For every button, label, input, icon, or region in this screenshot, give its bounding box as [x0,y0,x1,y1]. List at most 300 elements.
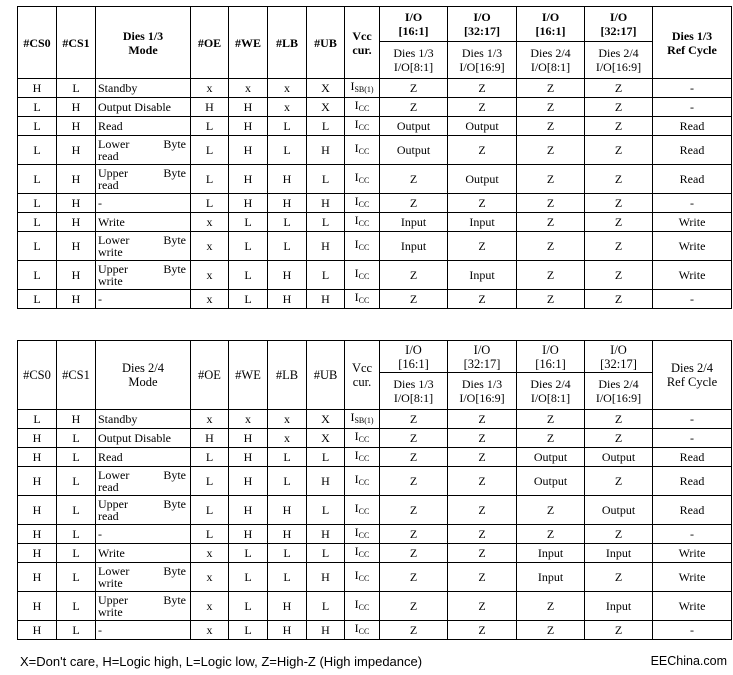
cell-oe: x [191,544,229,563]
cell-ub: L [307,117,345,136]
cell-io-1: Z [380,563,448,592]
cell-ub: L [307,213,345,232]
vcc-symbol: I [354,98,359,112]
cell-lb: L [268,232,307,261]
cell-io-1: Output [380,136,448,165]
vcc-symbol: I [354,501,359,515]
table-row [18,429,732,448]
cell-mode: - [96,525,191,544]
mode-line-2: write [98,605,123,619]
table-row [18,194,732,213]
cell-ub: H [307,290,345,309]
cell-we: H [229,194,268,213]
cell-ref-cycle: Read [653,136,732,165]
header-io2-text: I/O [32:17] [464,10,500,38]
cell-io-4: Z [585,621,653,640]
vcc-symbol: I [354,170,359,184]
cell-we: H [229,525,268,544]
cell-lb: H [268,165,307,194]
cell-oe: L [191,496,229,525]
mode-word-b: Byte [163,468,186,482]
cell-io-2: Z [448,410,517,429]
truth-table-dies-2-4 [17,340,732,640]
cell-ref-cycle: - [653,410,732,429]
cell-we: x [229,410,268,429]
vcc-subscript: CC [358,104,370,113]
cell-io-4: Z [585,261,653,290]
cell-oe: x [191,290,229,309]
cell-oe: L [191,117,229,136]
cell-io-1: Input [380,232,448,261]
vcc-subscript: CC [358,435,370,444]
cell-cs1: L [57,496,96,525]
truth-table-dies-1-3 [17,6,732,309]
cell-oe: x [191,232,229,261]
vcc-symbol: I [350,79,355,93]
header-ub: #UB [307,7,345,79]
table-row [18,592,732,621]
cell-io-2: Input [448,261,517,290]
cell-ref-cycle: Write [653,544,732,563]
header-io3-text: I/O [16:1] [535,10,566,38]
cell-io-4: Output [585,448,653,467]
cell-ref-cycle: - [653,621,732,640]
cell-mode [96,563,191,592]
cell-oe: x [191,213,229,232]
cell-io-3: Z [517,621,585,640]
header-io3 [517,7,585,42]
mode-word-a: Lower [98,468,130,482]
cell-ref-cycle: Write [653,213,732,232]
cell-mode [96,467,191,496]
vcc-symbol: I [354,472,359,486]
cell-cs1: H [57,117,96,136]
cell-io-3: Z [517,136,585,165]
header-ref-text: Dies 1/3 Ref Cycle [667,28,717,57]
cell-cs0: L [18,194,57,213]
cell-cs0: L [18,261,57,290]
vcc-subscript: CC [358,478,370,487]
cell-io-2: Z [448,496,517,525]
cell-we: L [229,261,268,290]
header-vcc [345,7,380,79]
cell-mode: Output Disable [96,429,191,448]
cell-we: H [229,467,268,496]
cell-cs0: H [18,592,57,621]
cell-cs0: L [18,290,57,309]
cell-lb: H [268,592,307,621]
mode-word-a: Upper [98,262,128,276]
cell-io-1: Z [380,544,448,563]
cell-oe: L [191,136,229,165]
vcc-subscript: CC [358,603,370,612]
cell-ub: H [307,525,345,544]
cell-io-1: Z [380,592,448,621]
cell-io-1: Output [380,117,448,136]
cell-io-4: Z [585,429,653,448]
cell-io-3: Output [517,448,585,467]
subheader-io2 [448,42,517,79]
vcc-subscript: CC [358,507,370,516]
mode-word-b: Byte [163,564,186,578]
cell-ub: H [307,232,345,261]
cell-we: H [229,429,268,448]
table2-body [18,410,732,640]
cell-lb: H [268,496,307,525]
cell-ub: L [307,496,345,525]
header-io2 [448,341,517,373]
cell-mode: Read [96,448,191,467]
cell-ub: H [307,621,345,640]
cell-io-3: Z [517,79,585,98]
subheader-io3 [517,42,585,79]
cell-vcc-current [345,98,380,117]
cell-cs0: H [18,544,57,563]
mode-word-a: Lower [98,137,130,151]
vcc-symbol: I [354,525,359,539]
vcc-subscript: CC [358,627,370,636]
cell-cs0: H [18,563,57,592]
cell-oe: x [191,261,229,290]
cell-ub: H [307,467,345,496]
cell-ref-cycle: Read [653,117,732,136]
cell-we: L [229,544,268,563]
mode-line-2: write [98,576,123,590]
mode-word-b: Byte [163,166,186,180]
cell-ref-cycle: - [653,290,732,309]
cell-io-1: Z [380,429,448,448]
cell-cs1: H [57,165,96,194]
cell-io-4: Z [585,410,653,429]
cell-mode [96,496,191,525]
cell-io-2: Z [448,621,517,640]
cell-io-3: Input [517,563,585,592]
cell-ref-cycle: - [653,429,732,448]
cell-io-2: Z [448,429,517,448]
vcc-symbol: I [354,237,359,251]
brand-watermark: EEChina.com [650,654,727,668]
cell-io-3: Input [517,544,585,563]
cell-we: H [229,496,268,525]
cell-ref-cycle: Read [653,448,732,467]
cell-io-1: Z [380,496,448,525]
cell-lb: H [268,525,307,544]
cell-io-2: Z [448,563,517,592]
cell-io-3: Z [517,98,585,117]
cell-we: L [229,213,268,232]
cell-we: x [229,79,268,98]
cell-cs0: L [18,165,57,194]
cell-mode: - [96,621,191,640]
cell-io-1: Z [380,194,448,213]
cell-io-2: Output [448,165,517,194]
header-io2-text: I/O [32:17] [463,342,501,371]
mode-word-b: Byte [163,497,186,511]
header-vcc-text: Vcc cur. [352,28,372,57]
cell-we: L [229,592,268,621]
header-lb: #LB [268,7,307,79]
cell-cs0: L [18,232,57,261]
vcc-subscript: CC [358,176,370,185]
vcc-subscript: CC [358,123,370,132]
cell-ub: X [307,79,345,98]
table-row [18,165,732,194]
header-vcc-text: Vcc cur. [351,361,373,389]
cell-oe: x [191,592,229,621]
cell-io-3: Z [517,496,585,525]
cell-ref-cycle: - [653,194,732,213]
cell-ref-cycle: Read [653,467,732,496]
vcc-symbol: I [354,117,359,131]
table-row [18,621,732,640]
subheader-io4-text: Dies 2/4 I/O[16:9] [595,46,642,74]
subheader-io1 [380,42,448,79]
cell-io-2: Z [448,79,517,98]
cell-cs1: L [57,429,96,448]
cell-cs1: H [57,136,96,165]
cell-io-4: Input [585,544,653,563]
subheader-io2-text: Dies 1/3 I/O[16:9] [459,377,505,405]
vcc-subscript: CC [358,243,370,252]
cell-lb: x [268,79,307,98]
cell-cs1: H [57,98,96,117]
table-row [18,496,732,525]
vcc-symbol: I [354,266,359,280]
vcc-symbol: I [354,597,359,611]
cell-ref-cycle: Read [653,165,732,194]
cell-lb: x [268,410,307,429]
header-cs1: #CS1 [57,341,96,410]
cell-io-1: Input [380,213,448,232]
cell-vcc-current [345,496,380,525]
cell-cs0: H [18,621,57,640]
header-io1-text: I/O [16:1] [398,342,429,371]
cell-vcc-current [345,136,380,165]
table-row [18,232,732,261]
cell-lb: x [268,98,307,117]
header-ref-cycle [653,7,732,79]
table1-body [18,79,732,309]
header-io1 [380,7,448,42]
cell-mode [96,261,191,290]
cell-oe: L [191,165,229,194]
cell-mode [96,165,191,194]
cell-io-3: Z [517,592,585,621]
mode-line-2: write [98,245,123,259]
vcc-symbol: I [354,429,359,443]
cell-io-4: Z [585,290,653,309]
cell-io-4: Z [585,213,653,232]
cell-cs0: H [18,429,57,448]
cell-oe: L [191,448,229,467]
mode-word-b: Byte [163,593,186,607]
vcc-subscript: SB(1) [354,85,374,94]
subheader-io2 [448,373,517,410]
table-row [18,117,732,136]
cell-cs0: H [18,448,57,467]
cell-cs0: H [18,79,57,98]
cell-io-4: Z [585,165,653,194]
cell-mode: Output Disable [96,98,191,117]
cell-cs0: L [18,98,57,117]
cell-io-2: Z [448,448,517,467]
cell-oe: H [191,429,229,448]
cell-mode [96,136,191,165]
cell-cs1: H [57,213,96,232]
header-cs1: #CS1 [57,7,96,79]
cell-io-1: Z [380,467,448,496]
table-row [18,448,732,467]
header-mode [96,7,191,79]
cell-io-2: Z [448,136,517,165]
cell-vcc-current [345,429,380,448]
cell-oe: L [191,467,229,496]
cell-cs1: L [57,79,96,98]
cell-lb: L [268,563,307,592]
cell-we: L [229,290,268,309]
subheader-io3-text: Dies 2/4 I/O[8:1] [530,377,571,405]
header-cs0: #CS0 [18,341,57,410]
cell-ub: L [307,544,345,563]
cell-vcc-current [345,448,380,467]
cell-vcc-current [345,213,380,232]
cell-vcc-current [345,467,380,496]
subheader-io3-text: Dies 2/4 I/O[8:1] [530,46,571,74]
cell-mode: - [96,194,191,213]
table-row [18,410,732,429]
vcc-symbol: I [354,290,359,304]
cell-vcc-current [345,290,380,309]
cell-lb: H [268,290,307,309]
cell-io-2: Z [448,525,517,544]
cell-ub: L [307,261,345,290]
cell-ub: L [307,448,345,467]
cell-io-3: Z [517,165,585,194]
cell-io-2: Z [448,290,517,309]
cell-io-4: Z [585,136,653,165]
vcc-subscript: CC [358,454,370,463]
cell-io-1: Z [380,621,448,640]
cell-io-1: Z [380,448,448,467]
vcc-symbol: I [354,544,359,558]
cell-mode: Read [96,117,191,136]
cell-ub: X [307,98,345,117]
header-we: #WE [229,341,268,410]
cell-ub: H [307,194,345,213]
cell-cs1: L [57,525,96,544]
cell-lb: L [268,136,307,165]
table-row [18,261,732,290]
subheader-io1-text: Dies 1/3 I/O[8:1] [393,46,434,74]
cell-cs0: H [18,467,57,496]
vcc-symbol: I [354,448,359,462]
cell-cs0: L [18,136,57,165]
cell-vcc-current [345,544,380,563]
table-row [18,98,732,117]
cell-io-1: Z [380,290,448,309]
cell-io-4: Z [585,98,653,117]
cell-we: L [229,621,268,640]
header-ub: #UB [307,341,345,410]
vcc-symbol: I [354,621,359,635]
cell-io-4: Z [585,563,653,592]
cell-io-1: Z [380,98,448,117]
mode-word-a: Upper [98,166,128,180]
cell-vcc-current [345,525,380,544]
header-io4-text: I/O [32:17] [600,342,637,371]
vcc-symbol: I [354,568,359,582]
subheader-io2-text: Dies 1/3 I/O[16:9] [459,46,505,74]
vcc-subscript: CC [358,574,370,583]
vcc-symbol: I [354,194,359,208]
cell-oe: x [191,410,229,429]
cell-lb: H [268,194,307,213]
vcc-subscript: CC [358,531,370,540]
header-io2 [448,7,517,42]
mode-line-2: read [98,509,119,523]
cell-cs0: L [18,213,57,232]
cell-ref-cycle: Write [653,261,732,290]
header-mode-text: Dies 1/3 Mode [122,28,164,57]
vcc-subscript: CC [358,200,370,209]
cell-oe: H [191,98,229,117]
cell-lb: L [268,544,307,563]
cell-we: L [229,563,268,592]
mode-line-2: read [98,178,119,192]
cell-io-2: Input [448,213,517,232]
cell-vcc-current [345,194,380,213]
cell-mode: Standby [96,410,191,429]
vcc-symbol: I [354,213,359,227]
cell-lb: x [268,429,307,448]
cell-ref-cycle: - [653,98,732,117]
cell-ref-cycle: Write [653,563,732,592]
header-cs0: #CS0 [18,7,57,79]
header-lb: #LB [268,341,307,410]
cell-vcc-current [345,563,380,592]
cell-io-3: Z [517,410,585,429]
cell-io-3: Z [517,117,585,136]
table-row [18,290,732,309]
cell-vcc-current [345,592,380,621]
mode-word-a: Lower [98,233,130,247]
cell-io-1: Z [380,525,448,544]
cell-oe: L [191,194,229,213]
header-ref-text: Dies 2/4 Ref Cycle [666,361,718,389]
header-io4 [585,341,653,373]
table-row [18,544,732,563]
cell-lb: L [268,213,307,232]
cell-vcc-current [345,165,380,194]
cell-vcc-current [345,621,380,640]
cell-io-2: Output [448,117,517,136]
cell-cs0: L [18,117,57,136]
cell-we: H [229,165,268,194]
subheader-io1 [380,373,448,410]
header-oe: #OE [191,7,229,79]
cell-io-2: Z [448,98,517,117]
cell-oe: x [191,563,229,592]
cell-io-1: Z [380,410,448,429]
vcc-subscript: SB(1) [354,416,374,425]
mode-word-b: Byte [163,137,186,151]
vcc-subscript: CC [358,550,370,559]
cell-io-3: Z [517,213,585,232]
cell-we: L [229,232,268,261]
vcc-symbol: I [350,410,355,424]
vcc-symbol: I [354,141,359,155]
subheader-io3 [517,373,585,410]
